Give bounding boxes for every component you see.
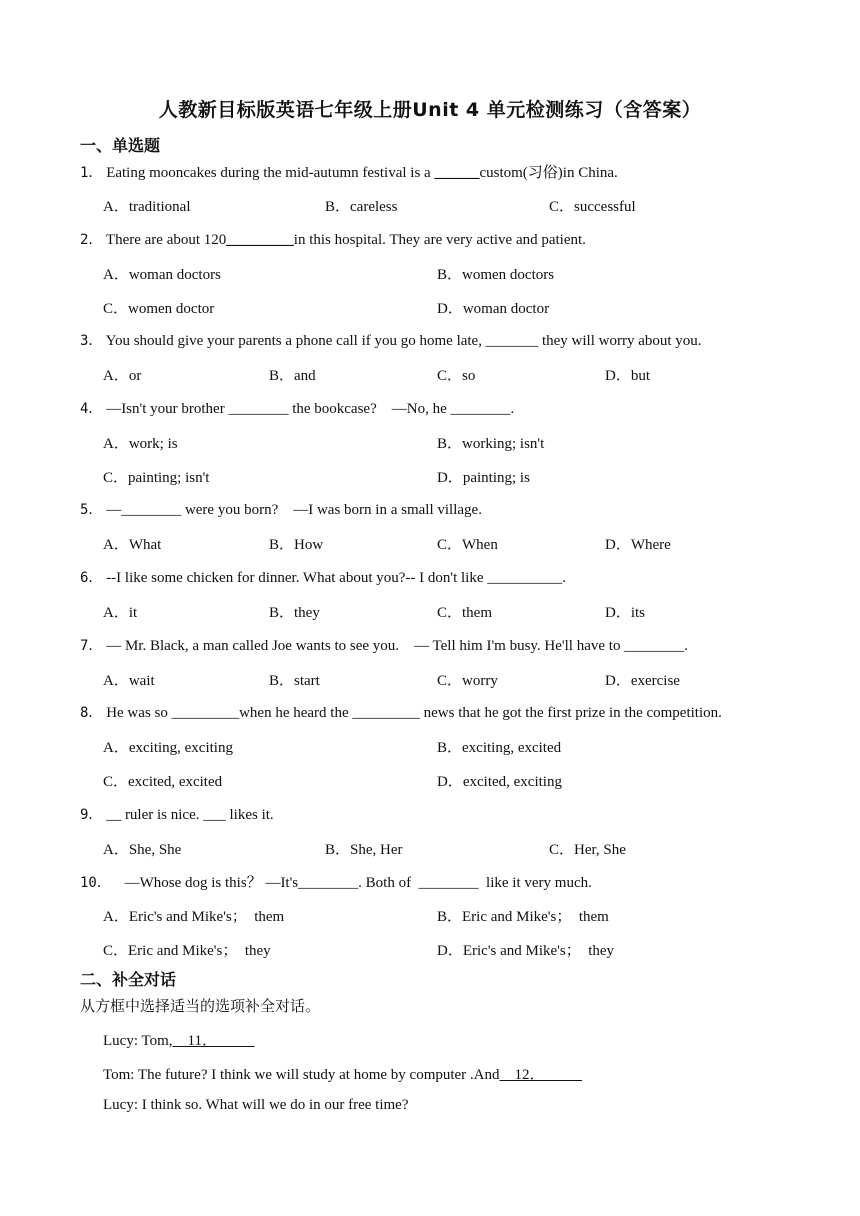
option-d[interactable]: D．its — [605, 605, 646, 621]
question-10 — [80, 871, 592, 892]
option-d[interactable]: D．excited, exciting — [437, 774, 562, 790]
question-1 — [80, 161, 618, 182]
question-4 — [80, 398, 514, 418]
dialogue-text: Tom: The future? I think we will study at home by computer .And — [103, 1067, 500, 1083]
question-number: 8． — [80, 705, 103, 721]
option-a[interactable]: A．woman doctors — [103, 267, 221, 283]
option-a[interactable]: A．it — [103, 605, 138, 621]
option-a[interactable]: A．work; is — [103, 436, 178, 452]
question-text: —Isn't your brother ________ the bookcase? —No, he ________. — [106, 401, 515, 417]
question-number: 2． — [80, 232, 103, 248]
question-number: 6． — [80, 570, 103, 586]
option-c[interactable]: C．so — [437, 368, 476, 384]
question-text: There are about 120 — [105, 232, 227, 248]
option-c[interactable]: C．painting; isn't — [103, 470, 210, 486]
question-text: —________ were you born? —I was born in a small village. — [106, 502, 482, 518]
question-number: 9． — [80, 807, 103, 823]
question-text: --I like some chicken for dinner. What about you?-- I don't like __________. — [106, 570, 566, 586]
option-a[interactable]: A．or — [103, 368, 142, 384]
option-b[interactable]: B．they — [269, 605, 320, 621]
option-b[interactable]: B．start — [269, 673, 320, 689]
question-text: —Whose dog is this？ —It's________. Both of ________ like it very much. — [124, 875, 592, 891]
option-b[interactable]: B．exciting, excited — [437, 740, 562, 756]
question-text: Eating mooncakes during the mid-autumn festival is a — [106, 165, 435, 181]
option-c[interactable]: C．Eric and Mike's； they — [103, 943, 271, 959]
option-c[interactable]: C．women doctor — [103, 301, 215, 317]
section-heading-single-choice: 一、单选题 — [80, 136, 161, 155]
option-b[interactable]: B．careless — [325, 199, 398, 215]
dialogue-line — [103, 1063, 582, 1084]
question-2 — [80, 229, 586, 249]
option-c[interactable]: C．Her, She — [549, 842, 626, 858]
option-a[interactable]: A．What — [103, 537, 162, 553]
option-d[interactable]: D．Eric's and Mike's； they — [437, 943, 615, 959]
question-text: — Mr. Black, a man called Joe wants to see you. — Tell him I'm busy. He'll have to ________. — [106, 638, 688, 654]
question-3 — [80, 330, 702, 350]
dialogue-text: Lucy: I think so. What will we do in our free time? — [103, 1097, 409, 1113]
option-b[interactable]: B．women doctors — [437, 267, 555, 283]
answer-blank-11[interactable]: 11． — [172, 1033, 255, 1049]
question-text: You should give your parents a phone call if you go home late, _______ they will worry about you. — [105, 333, 702, 349]
question-number: 1． — [80, 165, 103, 181]
option-d[interactable]: D．woman doctor — [437, 301, 550, 317]
option-d[interactable]: D．Where — [605, 537, 671, 553]
option-d[interactable]: D．but — [605, 368, 651, 384]
question-text: He was so _________when he heard the _________ news that he got the first prize in the competition. — [106, 705, 722, 721]
option-b[interactable]: B．How — [269, 537, 324, 553]
question-9 — [80, 804, 274, 824]
question-text: in this hospital. They are very active and patient. — [293, 232, 586, 248]
question-8 — [80, 702, 722, 722]
option-b[interactable]: B．and — [269, 368, 316, 384]
question-number: 3． — [80, 333, 103, 349]
dialogue-line — [103, 1097, 408, 1114]
option-c[interactable]: C．them — [437, 605, 492, 621]
option-c[interactable]: C．When — [437, 537, 498, 553]
option-a[interactable]: A．Eric's and Mike's； them — [103, 909, 285, 925]
question-5 — [80, 499, 482, 519]
question-number: 4． — [80, 401, 103, 417]
question-number: 7． — [80, 638, 103, 654]
section-heading-dialogue: 二、补全对话 — [80, 970, 177, 989]
option-d[interactable]: D．exercise — [605, 673, 680, 689]
answer-blank: _________ — [226, 232, 294, 248]
question-7 — [80, 635, 688, 655]
question-number: 5． — [80, 502, 103, 518]
question-text: __ ruler is nice. ___ likes it. — [106, 807, 274, 823]
answer-blank: ______ — [434, 165, 480, 181]
option-b[interactable]: B．Eric and Mike's； them — [437, 909, 609, 925]
option-a[interactable]: A．She, She — [103, 842, 182, 858]
option-a[interactable]: A．traditional — [103, 199, 191, 215]
option-c[interactable]: C．worry — [437, 673, 498, 689]
question-6 — [80, 567, 566, 587]
option-c[interactable]: C．successful — [549, 199, 636, 215]
option-a[interactable]: A．exciting, exciting — [103, 740, 233, 756]
question-number: 10． — [80, 875, 111, 891]
dialogue-text: Lucy: Tom, — [103, 1033, 173, 1049]
section-instructions: 从方框中选择适当的选项补全对话。 — [80, 997, 321, 1015]
dialogue-line — [103, 1029, 254, 1050]
option-b[interactable]: B．She, Her — [325, 842, 403, 858]
option-b[interactable]: B．working; isn't — [437, 436, 545, 452]
option-c[interactable]: C．excited, excited — [103, 774, 223, 790]
question-text: custom(习俗)in China. — [479, 165, 618, 181]
answer-blank-12[interactable]: 12． — [499, 1067, 583, 1083]
option-d[interactable]: D．painting; is — [437, 470, 530, 486]
option-a[interactable]: A．wait — [103, 673, 155, 689]
page-title: 人教新目标版英语七年级上册Unit 4 单元检测练习（含答案） — [158, 99, 702, 121]
